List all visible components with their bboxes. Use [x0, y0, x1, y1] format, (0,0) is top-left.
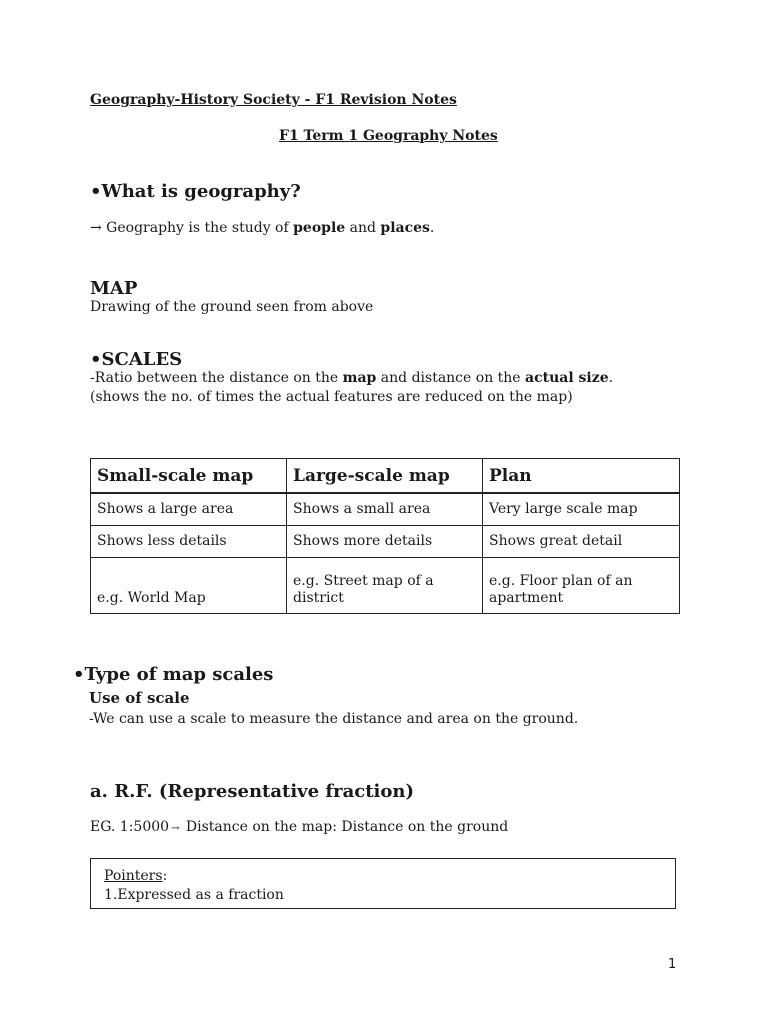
table-header-row — [91, 459, 680, 494]
map-heading: MAP — [90, 278, 138, 299]
table-cell: e.g. World Map — [91, 558, 287, 614]
table-cell: e.g. Street map of a district — [287, 558, 483, 614]
definition-end: . — [429, 220, 435, 236]
table-cell: e.g. Floor plan of an apartment — [483, 558, 680, 614]
table-cell: Shows more details — [287, 526, 483, 558]
rf-heading: a. R.F. (Representative fraction) — [90, 781, 414, 802]
definition-text: Geography is the study of — [101, 220, 294, 236]
table-row — [91, 526, 680, 558]
scale-comparison-table — [90, 458, 680, 614]
map-definition: Drawing of the ground seen from above — [90, 299, 374, 315]
table-cell: Shows less details — [91, 526, 287, 558]
map-scale-types-heading: •Type of map scales — [73, 664, 274, 685]
rf-example-text: Distance on the map: Distance on the ground — [181, 819, 509, 835]
scales-note: (shows the no. of times the actual features are reduced on the map) — [90, 389, 573, 405]
rf-example — [90, 819, 508, 835]
geography-definition — [90, 220, 434, 236]
arrow-icon: → — [90, 220, 102, 236]
scales-def-actual-size: actual size — [525, 370, 609, 386]
table-header: Large-scale map — [287, 459, 483, 494]
scales-def-map: map — [342, 370, 377, 386]
scales-def-end: . — [608, 370, 614, 386]
table-header: Small-scale map — [91, 459, 287, 494]
arrow-icon: → — [171, 823, 180, 834]
pointers-title — [104, 867, 662, 886]
scales-heading: •SCALES — [90, 349, 183, 370]
notes-title: F1 Term 1 Geography Notes — [279, 128, 498, 144]
pointers-label: Pointers — [104, 868, 163, 884]
table-cell: Shows a large area — [91, 493, 287, 526]
table-cell: Shows a small area — [287, 493, 483, 526]
definition-people: people — [293, 220, 346, 236]
use-of-scale-subheading: Use of scale — [89, 689, 190, 707]
rf-example-ratio: EG. 1:5000 — [90, 819, 170, 835]
definition-places: places — [380, 220, 430, 236]
table-row — [91, 493, 680, 526]
scales-def-mid: and distance on the — [376, 370, 526, 386]
table-row — [91, 558, 680, 614]
table-cell: Very large scale map — [483, 493, 680, 526]
pointers-item: 1.Expressed as a fraction — [104, 887, 284, 903]
page-number: 1 — [668, 957, 677, 972]
table-header: Plan — [483, 459, 680, 494]
pointers-colon: : — [162, 868, 168, 884]
society-title: Geography-History Society - F1 Revision Notes — [90, 92, 457, 108]
use-of-scale-text: -We can use a scale to measure the distance and area on the ground. — [89, 711, 579, 727]
definition-and: and — [345, 220, 381, 236]
what-is-geography-heading: •What is geography? — [90, 181, 301, 202]
scales-def-text: -Ratio between the distance on the — [90, 370, 343, 386]
pointers-box — [90, 858, 676, 909]
scales-definition — [90, 370, 613, 386]
table-cell: Shows great detail — [483, 526, 680, 558]
